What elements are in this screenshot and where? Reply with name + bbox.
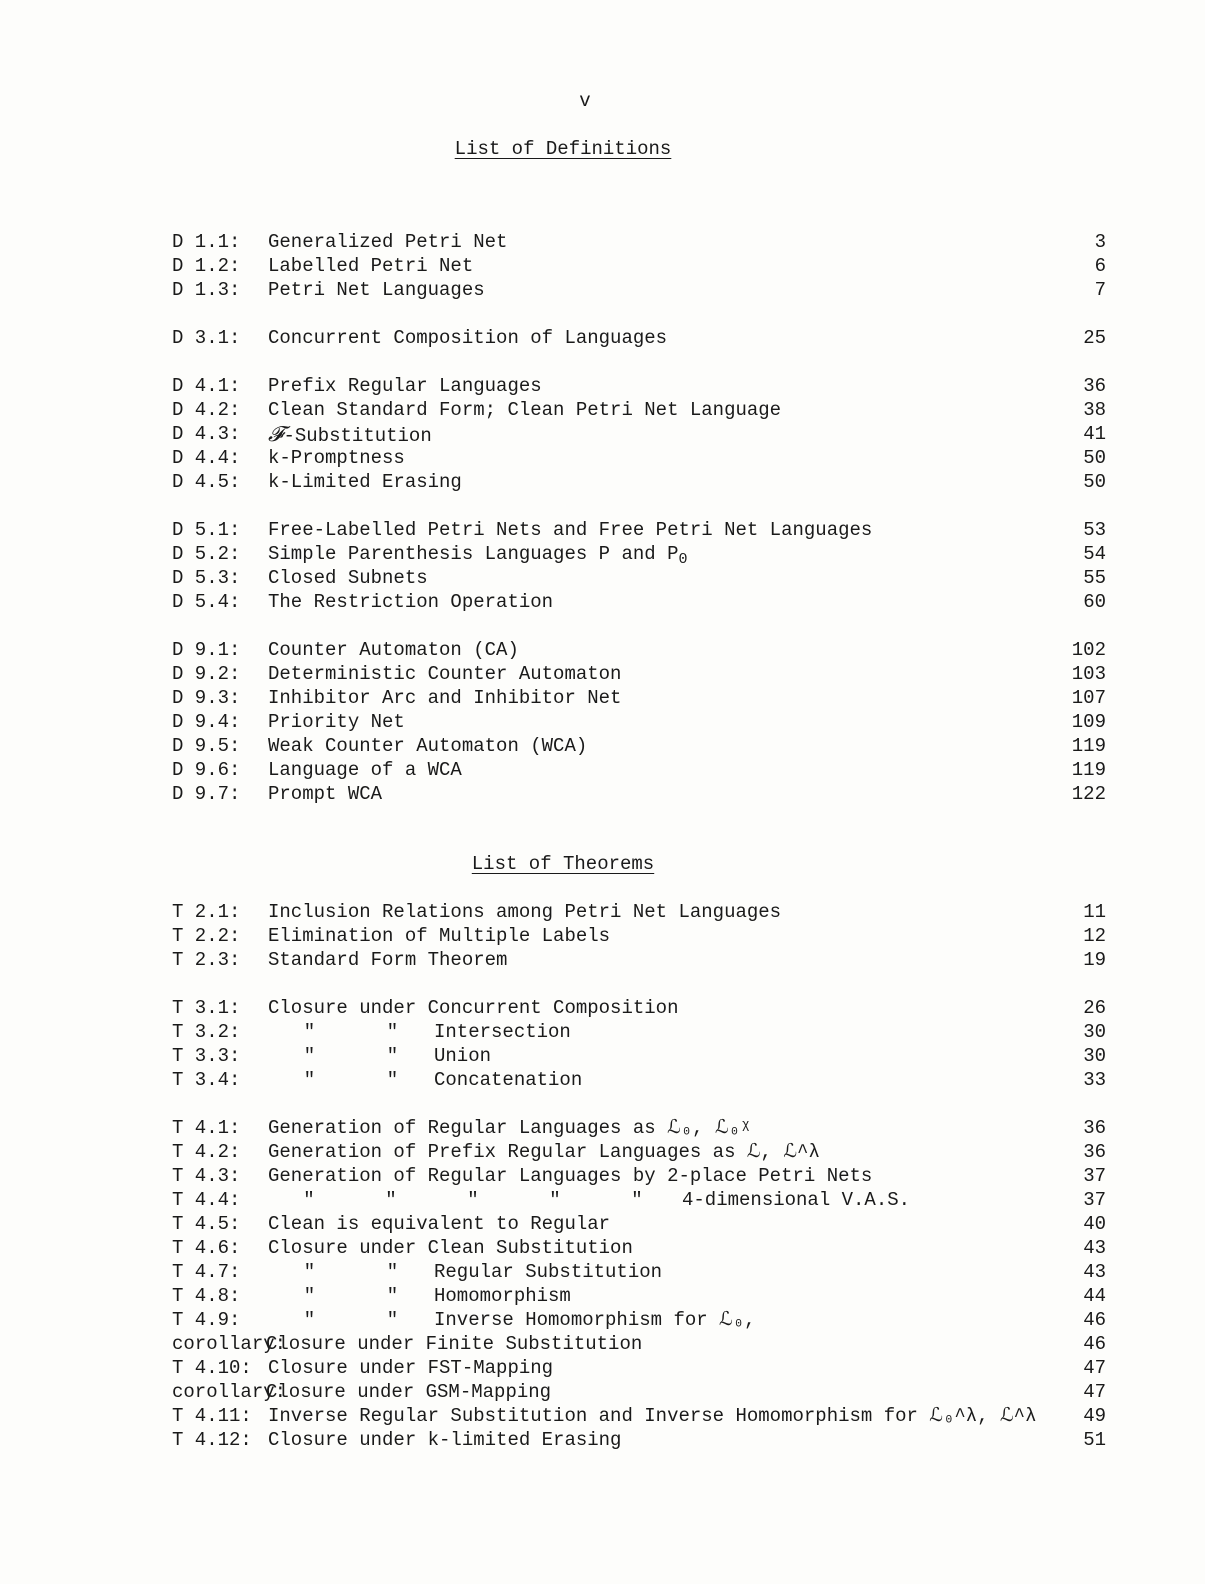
entry-page: 7 [1094, 279, 1106, 301]
theorem-entry [172, 1428, 1106, 1452]
entry-title-text: Generation of Regular Languages as ℒ₀, ℒ₀ᵡ [268, 1117, 752, 1139]
entry-title-text: Closure under FST-Mapping [268, 1357, 554, 1379]
definition-entry [172, 686, 1106, 710]
subscript: 0 [678, 551, 688, 568]
entry-title [268, 1260, 662, 1284]
entry-page: 37 [1083, 1165, 1106, 1187]
theorem-entry [172, 1068, 1106, 1092]
entry-title [268, 900, 781, 924]
ditto-mark: " [303, 1261, 316, 1283]
ditto-mark: " [303, 1285, 316, 1307]
entry-title-text: Inverse Homomorphism for ℒ₀, [434, 1309, 756, 1331]
definition-entry [172, 518, 1106, 542]
definition-entry [172, 422, 1106, 446]
entry-title-text: Generation of Prefix Regular Languages as ℒ, ℒ^λ [268, 1141, 820, 1163]
entry-title-text: Closure under GSM-Mapping [266, 1381, 552, 1403]
ditto-mark: " [386, 1069, 399, 1091]
theorem-entry [172, 1260, 1106, 1284]
ditto-mark: " [385, 1189, 397, 1211]
entry-page: 3 [1094, 231, 1106, 253]
entry-title [268, 734, 587, 758]
ditto-mark: " [303, 1309, 316, 1331]
ditto-mark: " [303, 1189, 315, 1211]
entry-label: T 4.7: [172, 1261, 241, 1283]
ditto-mark: " [386, 1309, 399, 1331]
entry-label: D 5.3: [172, 567, 241, 589]
entry-title [268, 996, 678, 1020]
ditto-marks [268, 1068, 434, 1092]
entry-title-text: Inverse Regular Substitution and Inverse Homomorphism for ℒ₀^λ, ℒ^λ [268, 1405, 1037, 1427]
ditto-marks [268, 1284, 434, 1308]
entry-title [268, 1164, 872, 1188]
entry-label: D 9.7: [172, 783, 241, 805]
entry-title-text: Union [434, 1045, 492, 1067]
definition-entry [172, 590, 1106, 614]
definition-entry [172, 374, 1106, 398]
definition-entry [172, 398, 1106, 422]
entry-label: D 4.1: [172, 375, 241, 397]
group-spacer [172, 302, 1106, 326]
entry-title [268, 662, 621, 686]
entry-label: T 3.2: [172, 1021, 241, 1043]
entry-label: D 1.3: [172, 279, 241, 301]
entry-label: T 4.11: [172, 1405, 252, 1427]
definition-entry [172, 230, 1106, 254]
entry-page: 36 [1083, 1141, 1106, 1163]
ditto-marks [268, 1044, 434, 1068]
entry-label: D 9.6: [172, 759, 241, 781]
entry-title-text: Clean Standard Form; Clean Petri Net Language [268, 399, 782, 421]
entry-title [268, 566, 428, 590]
entry-page: 12 [1083, 925, 1106, 947]
theorem-entry [172, 1308, 1106, 1332]
entry-page: 37 [1083, 1189, 1106, 1211]
definitions-title: List of Definitions [454, 138, 672, 160]
entry-page: 25 [1083, 327, 1106, 349]
theorem-entry [172, 996, 1106, 1020]
entry-title-text: k-Limited Erasing [268, 471, 462, 493]
group-spacer [172, 494, 1106, 518]
entry-label: T 2.3: [172, 949, 241, 971]
entry-title-text: Closure under k-limited Erasing [268, 1429, 622, 1451]
group-spacer [172, 972, 1106, 996]
entry-title [268, 254, 473, 278]
entry-page: 46 [1083, 1333, 1106, 1355]
definition-entry [172, 662, 1106, 686]
definition-entry [172, 254, 1106, 278]
entry-title [268, 1404, 1037, 1428]
entry-page: 30 [1083, 1021, 1106, 1043]
entry-page: 60 [1083, 591, 1106, 613]
entry-page: 47 [1083, 1381, 1106, 1403]
entry-title-text: Generation of Regular Languages by 2-place Petri Nets [268, 1165, 873, 1187]
ditto-marks [268, 1188, 682, 1212]
entry-page: 119 [1071, 735, 1106, 757]
entry-title [268, 590, 553, 614]
entry-label: T 4.5: [172, 1213, 241, 1235]
entry-title-text: Closure under Finite Substitution [266, 1333, 643, 1355]
theorem-entry [172, 1164, 1106, 1188]
entry-page: 30 [1083, 1045, 1106, 1067]
theorem-entry [172, 1188, 1106, 1212]
entry-label: corollary: [172, 1333, 287, 1355]
entry-page: 43 [1083, 1237, 1106, 1259]
entry-title-text: Closure under Clean Substitution [268, 1237, 633, 1259]
entry-title [268, 1308, 756, 1332]
entry-title [268, 1236, 633, 1260]
theorem-entry [172, 1212, 1106, 1236]
ditto-mark: " [303, 1069, 316, 1091]
entry-title [268, 686, 621, 710]
entry-label: D 9.4: [172, 711, 241, 733]
entry-label: D 5.2: [172, 543, 241, 565]
theorem-entry [172, 1380, 1106, 1404]
entry-label: T 4.8: [172, 1285, 241, 1307]
entry-title [268, 1140, 820, 1164]
entry-label: T 3.3: [172, 1045, 241, 1067]
entry-page: 47 [1083, 1357, 1106, 1379]
entry-label: D 4.3: [172, 423, 241, 445]
entry-page: 54 [1083, 543, 1106, 565]
definition-entry [172, 710, 1106, 734]
entry-label: T 2.1: [172, 901, 241, 923]
entry-title-text: Closure under Concurrent Composition [268, 997, 679, 1019]
entry-page: 46 [1083, 1309, 1106, 1331]
entry-page: 26 [1083, 997, 1106, 1019]
entry-title-text: Simple Parenthesis Languages P and P [268, 543, 679, 565]
entry-title [266, 1380, 551, 1404]
entry-title-text: Clean is equivalent to Regular [268, 1213, 611, 1235]
entry-title [268, 446, 405, 470]
definition-entry [172, 566, 1106, 590]
entry-title-text: Generalized Petri Net [268, 231, 508, 253]
theorems-list [172, 900, 1106, 1452]
entry-title-text: Closed Subnets [268, 567, 428, 589]
theorem-entry [172, 1020, 1106, 1044]
entry-title-text: Counter Automaton (CA) [268, 639, 519, 661]
theorem-entry [172, 1284, 1106, 1308]
entry-page: 55 [1083, 567, 1106, 589]
entry-page: 19 [1083, 949, 1106, 971]
entry-label: T 4.10: [172, 1357, 252, 1379]
entry-label: T 2.2: [172, 925, 241, 947]
entry-label: D 5.1: [172, 519, 241, 541]
entry-label: T 4.3: [172, 1165, 241, 1187]
entry-page: 11 [1083, 901, 1106, 923]
entry-label: T 3.4: [172, 1069, 241, 1091]
ditto-mark: " [549, 1189, 561, 1211]
entry-title [268, 374, 542, 398]
ditto-marks [268, 1260, 434, 1284]
entry-title [268, 422, 432, 448]
entry-label: D 3.1: [172, 327, 241, 349]
ditto-mark: " [467, 1189, 479, 1211]
entry-page: 102 [1071, 639, 1106, 661]
entry-title [268, 1188, 910, 1212]
entry-page: 122 [1071, 783, 1106, 805]
theorem-entry [172, 1356, 1106, 1380]
entry-title [268, 398, 781, 422]
entry-page: 103 [1071, 663, 1106, 685]
group-spacer [172, 1092, 1106, 1116]
entry-title [268, 230, 507, 254]
entry-title-text: Inhibitor Arc and Inhibitor Net [268, 687, 622, 709]
entry-title-text: Priority Net [268, 711, 405, 733]
entry-title [268, 1044, 491, 1068]
entry-page: 119 [1071, 759, 1106, 781]
entry-label: T 4.12: [172, 1429, 252, 1451]
entry-title-text: k-Promptness [268, 447, 405, 469]
page-number: v [579, 90, 591, 112]
theorem-entry [172, 1116, 1106, 1140]
entry-page: 38 [1083, 399, 1106, 421]
entry-title-text: Prefix Regular Languages [268, 375, 542, 397]
entry-title [268, 782, 382, 806]
entry-label: D 9.1: [172, 639, 241, 661]
theorems-title: List of Theorems [471, 853, 655, 875]
entry-title [268, 1020, 571, 1044]
entry-title [268, 710, 405, 734]
ditto-mark: " [631, 1189, 643, 1211]
script-f-symbol: 𝓕 [268, 422, 284, 446]
entry-label: D 5.4: [172, 591, 241, 613]
ditto-mark: " [386, 1021, 399, 1043]
entry-title [268, 948, 507, 972]
entry-title [268, 1284, 571, 1308]
entry-title-text: Prompt WCA [268, 783, 383, 805]
entry-page: 44 [1083, 1285, 1106, 1307]
ditto-mark: " [303, 1021, 316, 1043]
definitions-list [172, 230, 1106, 806]
entry-title [268, 924, 610, 948]
theorem-entry [172, 948, 1106, 972]
theorem-entry [172, 1140, 1106, 1164]
entry-title-text: Inclusion Relations among Petri Net Languages [268, 901, 782, 923]
definition-entry [172, 326, 1106, 350]
entry-page: 50 [1083, 447, 1106, 469]
entry-title [268, 1356, 553, 1380]
entry-label: T 4.9: [172, 1309, 241, 1331]
ditto-mark: " [386, 1045, 399, 1067]
entry-title-text: Concatenation [434, 1069, 583, 1091]
ditto-mark: " [386, 1261, 399, 1283]
entry-label: D 9.5: [172, 735, 241, 757]
entry-title-text: Deterministic Counter Automaton [268, 663, 622, 685]
theorem-entry [172, 1332, 1106, 1356]
entry-page: 50 [1083, 471, 1106, 493]
definition-entry [172, 542, 1106, 566]
entry-label: D 4.4: [172, 447, 241, 469]
definition-entry [172, 734, 1106, 758]
entry-page: 40 [1083, 1213, 1106, 1235]
entry-label: D 4.2: [172, 399, 241, 421]
entry-page: 49 [1083, 1405, 1106, 1427]
entry-title-text: Intersection [434, 1021, 571, 1043]
entry-label: T 3.1: [172, 997, 241, 1019]
ditto-marks [268, 1308, 434, 1332]
entry-title-text: Standard Form Theorem [268, 949, 508, 971]
entry-title-text: Regular Substitution [434, 1261, 663, 1283]
entry-title-text: Weak Counter Automaton (WCA) [268, 735, 588, 757]
entry-title [268, 470, 462, 494]
theorem-entry [172, 1044, 1106, 1068]
ditto-mark: " [303, 1045, 316, 1067]
entry-page: 6 [1094, 255, 1106, 277]
entry-title-text: Labelled Petri Net [268, 255, 474, 277]
theorem-entry [172, 900, 1106, 924]
entry-title [268, 638, 519, 662]
definition-entry [172, 278, 1106, 302]
theorem-entry [172, 1404, 1106, 1428]
entry-label: D 4.5: [172, 471, 241, 493]
theorem-entry [172, 924, 1106, 948]
definition-entry [172, 638, 1106, 662]
entry-title [268, 1212, 610, 1236]
entry-title-text: Concurrent Composition of Languages [268, 327, 668, 349]
ditto-marks [268, 1020, 434, 1044]
entry-title-text: Free-Labelled Petri Nets and Free Petri Net Languages [268, 519, 873, 541]
entry-page: 53 [1083, 519, 1106, 541]
entry-title [268, 518, 872, 542]
group-spacer [172, 614, 1106, 638]
entry-label: D 9.2: [172, 663, 241, 685]
entry-title-text: 4-dimensional V.A.S. [682, 1189, 911, 1211]
entry-title-text: Homomorphism [434, 1285, 571, 1307]
entry-title-text: The Restriction Operation [268, 591, 554, 613]
definition-entry [172, 470, 1106, 494]
entry-title [266, 1332, 642, 1356]
entry-label: T 4.2: [172, 1141, 241, 1163]
theorem-entry [172, 1236, 1106, 1260]
entry-label: D 1.1: [172, 231, 241, 253]
entry-title [268, 278, 485, 302]
definition-entry [172, 782, 1106, 806]
entry-label: T 4.6: [172, 1237, 241, 1259]
entry-title-text: Elimination of Multiple Labels [268, 925, 611, 947]
entry-label: D 1.2: [172, 255, 241, 277]
entry-page: 33 [1083, 1069, 1106, 1091]
entry-label: corollary: [172, 1381, 287, 1403]
entry-label: D 9.3: [172, 687, 241, 709]
entry-label: T 4.1: [172, 1117, 241, 1139]
entry-page: 41 [1083, 423, 1106, 445]
entry-label: T 4.4: [172, 1189, 241, 1211]
entry-page: 43 [1083, 1261, 1106, 1283]
entry-title [268, 326, 667, 350]
entry-title [268, 1428, 621, 1452]
entry-title [268, 758, 462, 782]
entry-page: 109 [1071, 711, 1106, 733]
entry-page: 36 [1083, 375, 1106, 397]
entry-title-text: -Substitution [283, 425, 432, 447]
entry-page: 107 [1071, 687, 1106, 709]
entry-title [268, 1068, 582, 1092]
definition-entry [172, 758, 1106, 782]
entry-title-text: Petri Net Languages [268, 279, 485, 301]
entry-page: 51 [1083, 1429, 1106, 1451]
definition-entry [172, 446, 1106, 470]
entry-title-text: Language of a WCA [268, 759, 462, 781]
ditto-mark: " [386, 1285, 399, 1307]
entry-title [268, 1116, 751, 1140]
group-spacer [172, 350, 1106, 374]
entry-page: 36 [1083, 1117, 1106, 1139]
